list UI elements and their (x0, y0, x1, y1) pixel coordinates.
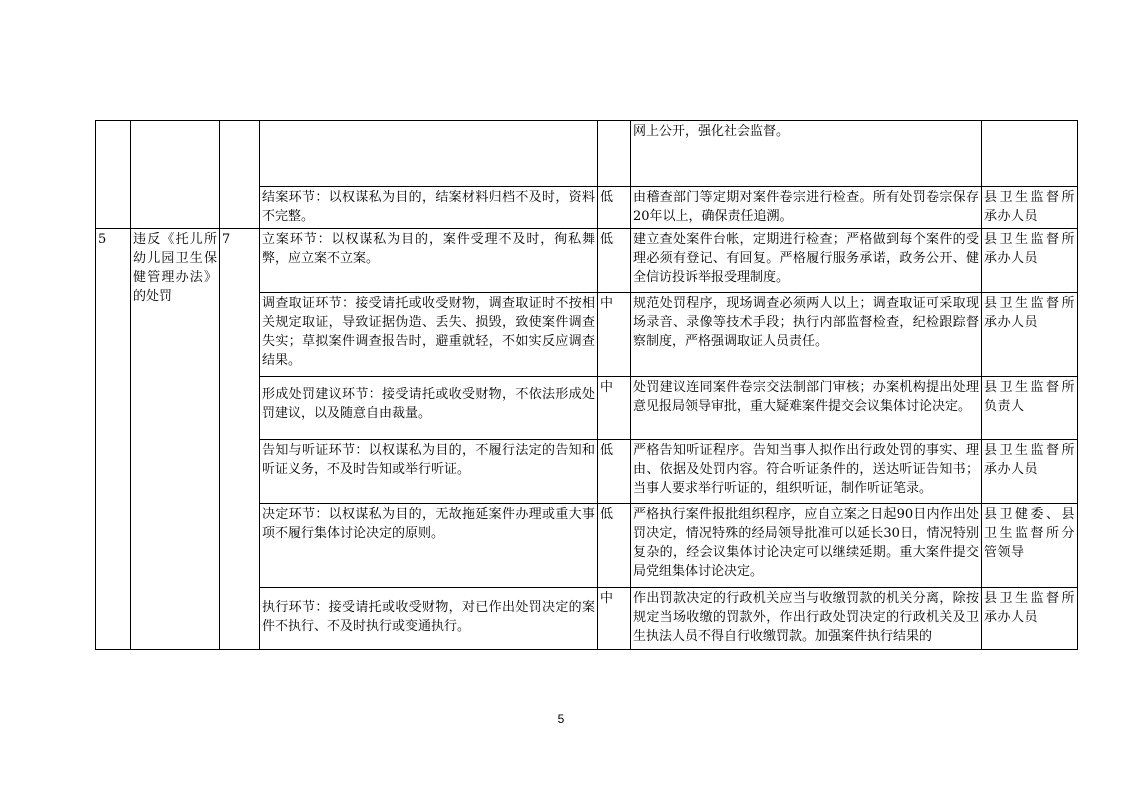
department-cell: 县卫生监督所承办人员 (982, 229, 1078, 293)
item-number-cell-prev (96, 121, 131, 229)
measure-cell: 严格告知听证程序。告知当事人拟作出行政处罚的事实、理由、依据及处罚内容。符合听证条件的，送达听证告知书；当事人要求举行听证的，组织听证，制作听证笔录。 (631, 440, 982, 504)
department-cell: 县卫生监督所承办人员 (982, 440, 1078, 504)
step-cell: 结案环节：以权谋私为目的，结案材料归档不及时，资料不完整。 (260, 187, 598, 229)
measure-cell: 严格执行案件报批组织程序，应自立案之日起90日内作出处罚决定，情况特殊的经局领导批准可以延长30日，情况特别复杂的，经会议集体讨论决定可以继续延期。重大案件提交局党组集体讨论决定。 (631, 504, 982, 588)
measure-cell: 处罚建议连同案件卷宗交法制部门审核；办案机构提出处理意见报局领导审批，重大疑难案件提交会议集体讨论决定。 (631, 377, 982, 440)
level-cell: 低 (598, 440, 631, 504)
department-cell: 县卫生监督所承办人员 (982, 293, 1078, 377)
level-cell: 低 (598, 504, 631, 588)
step-cell: 告知与听证环节：以权谋私为目的，不履行法定的告知和听证义务，不及时告知或举行听证。 (260, 440, 598, 504)
table-row (96, 121, 1078, 187)
item-name-cell-prev (131, 121, 220, 229)
measure-cell: 规范处罚程序，现场调查必须两人以上；调查取证可采取现场录音、录像等技术手段；执行内部监督检查，纪检跟踪督察制度，严格强调取证人员责任。 (631, 293, 982, 377)
item-count: 7 (220, 229, 260, 650)
department-cell: 县卫生监督所承办人员 (982, 187, 1078, 229)
step-cell: 立案环节：以权谋私为目的，案件受理不及时，徇私舞弊，应立案不立案。 (260, 229, 598, 293)
step-cell (260, 121, 598, 187)
step-cell: 执行环节：接受请托或收受财物，对已作出处罚决定的案件不执行、不及时执行或变通执行。 (260, 588, 598, 650)
level-cell (598, 121, 631, 187)
department-cell: 县卫生监督所负责人 (982, 377, 1078, 440)
table-row (96, 229, 1078, 293)
level-cell: 中 (598, 377, 631, 440)
step-cell: 调查取证环节：接受请托或收受财物，调查取证时不按相关规定取证，导致证据伪造、丢失、损毁，致使案件调查失实；草拟案件调查报告时，避重就轻，不如实反应调查结果。 (260, 293, 598, 377)
department-cell: 县卫生监督所承办人员 (982, 588, 1078, 650)
level-cell: 中 (598, 293, 631, 377)
level-cell: 低 (598, 229, 631, 293)
page-number: 5 (557, 712, 565, 726)
item-name: 违反《托儿所幼儿园卫生保健管理办法》的处罚 (131, 229, 220, 650)
level-cell: 中 (598, 588, 631, 650)
measure-cell: 建立查处案件台帐，定期进行检查；严格做到每个案件的受理必须有登记、有回复。严格履行服务承诺，政务公开、健全信访投诉举报受理制度。 (631, 229, 982, 293)
step-cell: 决定环节：以权谋私为目的，无故拖延案件办理或重大事项不履行集体讨论决定的原则。 (260, 504, 598, 588)
risk-control-table (95, 120, 1078, 650)
measure-cell: 由稽查部门等定期对案件卷宗进行检查。所有处罚卷宗保存20年以上，确保责任追溯。 (631, 187, 982, 229)
item-number: 5 (96, 229, 131, 650)
item-count-cell-prev (220, 121, 260, 229)
measure-cell: 网上公开，强化社会监督。 (631, 121, 982, 187)
level-cell: 低 (598, 187, 631, 229)
step-cell: 形成处罚建议环节：接受请托或收受财物，不依法形成处罚建议，以及随意自由裁量。 (260, 377, 598, 440)
department-cell: 县卫健委、县卫生监督所分管领导 (982, 504, 1078, 588)
department-cell (982, 121, 1078, 187)
measure-cell: 作出罚款决定的行政机关应当与收缴罚款的机关分离，除按规定当场收缴的罚款外，作出行政处罚决定的行政机关及卫生执法人员不得自行收缴罚款。加强案件执行结果的 (631, 588, 982, 650)
